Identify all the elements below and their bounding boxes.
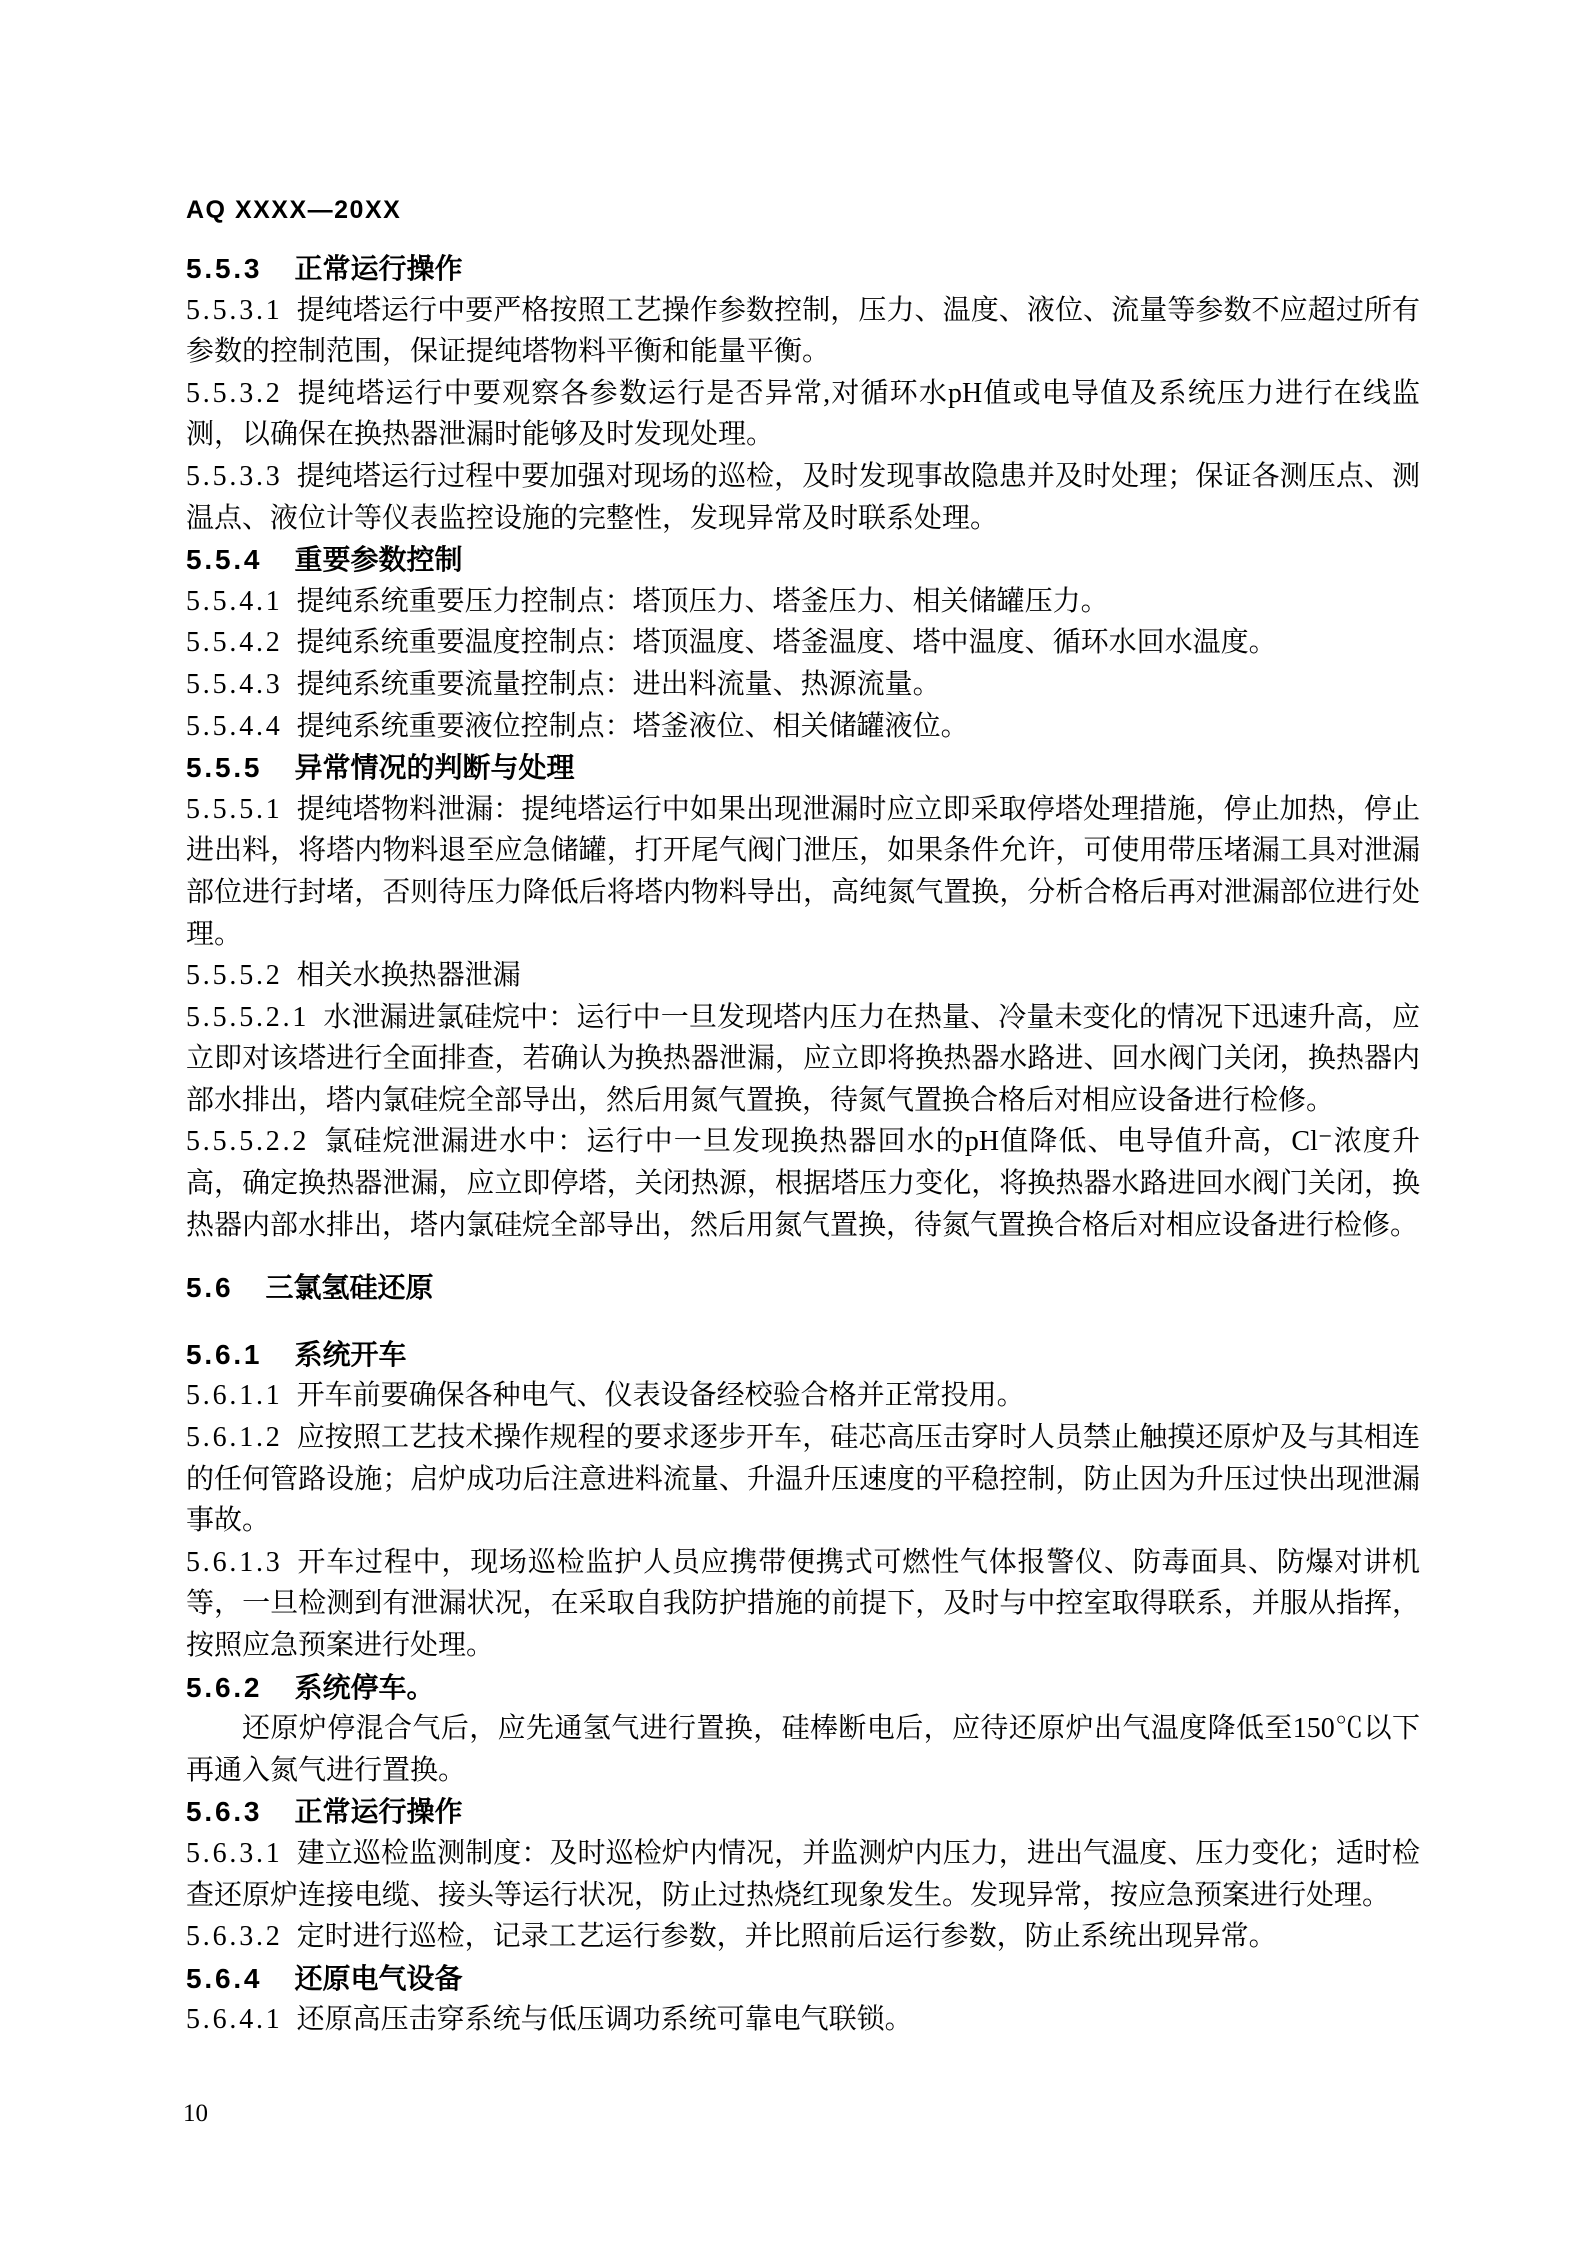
clause-text: 还原炉停混合气后，应先通氢气进行置换，硅棒断电后，应待还原炉出气温度降低至150℃以下再通入氮气进行置换。 [186, 1713, 1420, 1786]
clause-number: 5.6.3.2 [186, 1921, 283, 1953]
clause-number: 5.6.2 [186, 1671, 263, 1703]
clause-paragraph [186, 1999, 1420, 2041]
clause-paragraph [186, 1121, 1420, 1246]
clause-number: 5.5.5 [186, 752, 263, 784]
clause-text: 定时进行巡检，记录工艺运行参数，并比照前后运行参数，防止系统出现异常。 [296, 1921, 1277, 1953]
clause-number: 5.5.5.1 [186, 793, 283, 825]
clause-number: 5.6.1.2 [186, 1422, 283, 1454]
clause-number: 5.5.5.2.1 [186, 1001, 310, 1033]
clause-paragraph [186, 789, 1420, 955]
clause-text: 开车前要确保各种电气、仪表设备经校验合格并正常投用。 [296, 1380, 1025, 1412]
section-heading [186, 1334, 1420, 1376]
section-heading [186, 1791, 1420, 1833]
clause-text: 提纯系统重要压力控制点：塔顶压力、塔釜压力、相关储罐压力。 [296, 585, 1109, 617]
section-heading [186, 1958, 1420, 2000]
clause-text: 异常情况的判断与处理 [294, 752, 575, 784]
clause-number: 5.5.5.2 [186, 960, 283, 992]
clause-text: 重要参数控制 [294, 544, 463, 576]
clause-paragraph [186, 1916, 1420, 1958]
clause-paragraph [186, 1375, 1420, 1417]
clause-text: 提纯系统重要温度控制点：塔顶温度、塔釜温度、塔中温度、循环水回水温度。 [296, 627, 1277, 659]
clause-paragraph [186, 581, 1420, 623]
clause-text: 提纯塔运行中要严格按照工艺操作参数控制，压力、温度、液位、流量等参数不应超过所有参数的控制范围，保证提纯塔物料平衡和能量平衡。 [186, 294, 1420, 368]
clause-paragraph [186, 622, 1420, 664]
clause-number: 5.6.3.1 [186, 1837, 283, 1869]
clause-paragraph [186, 955, 1420, 997]
clause-number: 5.5.4.4 [186, 710, 283, 742]
clause-paragraph [186, 1708, 1420, 1791]
clause-number: 5.5.5.2.2 [186, 1126, 310, 1158]
clause-number: 5.6.1.3 [186, 1546, 283, 1578]
clause-number: 5.6.1.1 [186, 1380, 283, 1412]
page-number: 10 [183, 2100, 208, 2127]
clause-paragraph [186, 290, 1420, 373]
clause-text: 建立巡检监测制度：及时巡检炉内情况，并监测炉内压力，进出气温度、压力变化；适时检查还原炉连接电缆、接头等运行状况，防止过热烧红现象发生。发现异常，按应急预案进行处理。 [186, 1837, 1420, 1911]
clause-text: 正常运行操作 [294, 253, 463, 284]
clause-text: 相关水换热器泄漏 [296, 960, 521, 992]
section-heading [186, 248, 1420, 290]
clause-text: 提纯系统重要液位控制点：塔釜液位、相关储罐液位。 [296, 710, 969, 742]
clause-text: 水泄漏进氯硅烷中：运行中一旦发现塔内压力在热量、冷量未变化的情况下迅速升高，应立即对该塔进行全面排查，若确认为换热器泄漏，应立即将换热器水路进、回水阀门关闭，换热器内部水排出，塔内氯硅烷全部导出，然后用氮气置换，待氮气置换合格后对相应设备进行检修。 [186, 1001, 1420, 1116]
clause-paragraph [186, 373, 1420, 456]
clause-number: 5.6.4 [186, 1962, 263, 1994]
clause-number: 5.6.4.1 [186, 2004, 283, 2036]
section-heading [186, 539, 1420, 581]
clause-paragraph [186, 456, 1420, 539]
clause-text: 提纯系统重要流量控制点：进出料流量、热源流量。 [296, 668, 941, 700]
clause-text: 开车过程中，现场巡检监护人员应携带便携式可燃性气体报警仪、防毒面具、防爆对讲机等，一旦检测到有泄漏状况，在采取自我防护措施的前提下，及时与中控室取得联系，并服从指挥，按照应急预案进行处理。 [186, 1546, 1420, 1661]
clause-number: 5.5.3.1 [186, 294, 283, 326]
clause-text: 三氯氢硅还原 [265, 1272, 434, 1304]
section-heading [186, 1667, 1420, 1709]
section-heading [186, 1267, 1420, 1309]
clause-text: 还原高压击穿系统与低压调功系统可靠电气联锁。 [296, 2004, 913, 2036]
clause-text: 系统开车 [294, 1338, 407, 1370]
clause-paragraph [186, 997, 1420, 1122]
clause-paragraph [186, 1417, 1420, 1542]
document-header: AQ XXXX—20XX [186, 196, 402, 224]
clause-number: 5.5.3.3 [186, 460, 283, 492]
clause-number: 5.5.3 [186, 253, 263, 284]
clause-text: 提纯塔运行过程中要加强对现场的巡检，及时发现事故隐患并及时处理；保证各测压点、测温点、液位计等仪表监控设施的完整性，发现异常及时联系处理。 [186, 460, 1420, 534]
clause-paragraph [186, 1833, 1420, 1916]
clause-number: 5.5.4.1 [186, 585, 283, 617]
clause-text: 提纯塔物料泄漏：提纯塔运行中如果出现泄漏时应立即采取停塔处理措施，停止加热，停止进出料，将塔内物料退至应急储罐，打开尾气阀门泄压，如果条件允许，可使用带压堵漏工具对泄漏部位进行封堵，否则待压力降低后将塔内物料导出，高纯氮气置换，分析合格后再对泄漏部位进行处理。 [186, 793, 1420, 950]
clause-text: 还原电气设备 [294, 1962, 463, 1994]
section-heading [186, 747, 1420, 789]
clause-paragraph [186, 1542, 1420, 1667]
clause-number: 5.5.3.2 [186, 377, 283, 409]
clause-text: 提纯塔运行中要观察各参数运行是否异常,对循环水pH值或电导值及系统压力进行在线监测，以确保在换热器泄漏时能够及时发现处理。 [186, 377, 1420, 451]
clause-number: 5.5.4.2 [186, 627, 283, 659]
clause-text: 氯硅烷泄漏进水中：运行中一旦发现换热器回水的pH值降低、电导值升高，Cl⁻浓度升高，确定换热器泄漏，应立即停塔，关闭热源，根据塔压力变化，将换热器水路进回水阀门关闭，换热器内部水排出，塔内氯硅烷全部导出，然后用氮气置换，待氮气置换合格后对相应设备进行检修。 [186, 1126, 1420, 1241]
document-body [186, 248, 1420, 2041]
clause-number: 5.5.4.3 [186, 668, 283, 700]
clause-text: 正常运行操作 [294, 1796, 463, 1828]
clause-text: 应按照工艺技术操作规程的要求逐步开车，硅芯高压击穿时人员禁止触摸还原炉及与其相连的任何管路设施；启炉成功后注意进料流量、升温升压速度的平稳控制，防止因为升压过快出现泄漏事故。 [186, 1422, 1420, 1537]
clause-number: 5.6 [186, 1272, 234, 1304]
clause-number: 5.6.1 [186, 1338, 263, 1370]
clause-paragraph [186, 706, 1420, 748]
clause-text: 系统停车。 [294, 1671, 435, 1703]
clause-number: 5.5.4 [186, 544, 263, 576]
clause-paragraph [186, 664, 1420, 706]
clause-number: 5.6.3 [186, 1796, 263, 1828]
